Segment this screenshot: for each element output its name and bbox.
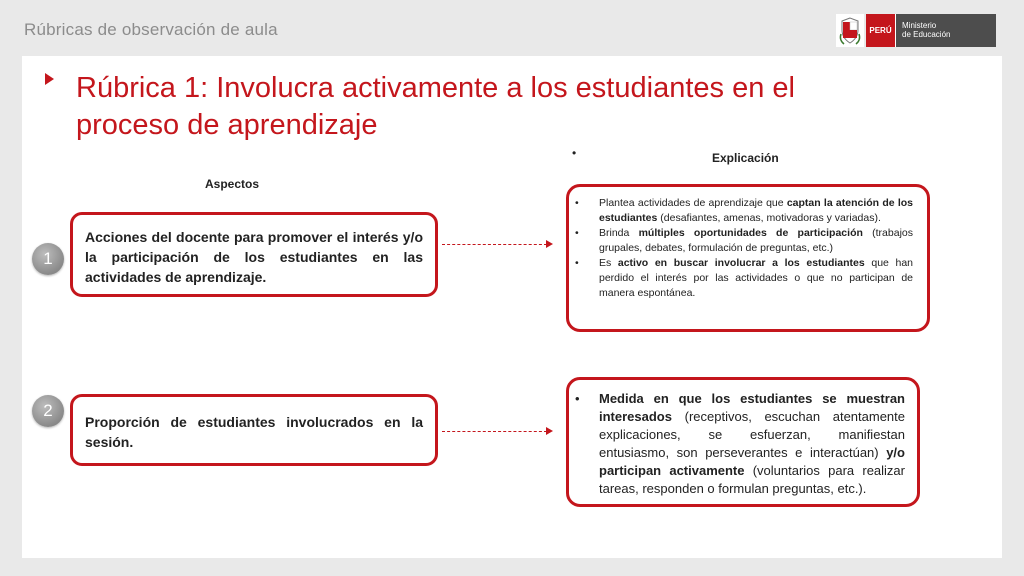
arrow-connector-2: [442, 431, 547, 432]
arrow-connector-1: [442, 244, 547, 245]
row-number-badge: 1: [32, 243, 64, 275]
explanation-list-2: [569, 390, 905, 498]
logo-peru: PERÚ: [866, 14, 896, 47]
page-title: Rúbrica 1: Involucra activamente a los estudiantes en el proceso de aprendizaje: [76, 72, 795, 141]
deck-title: Rúbricas de observación de aula: [24, 20, 278, 39]
shield-icon: [836, 14, 864, 47]
aspect-box-2: [70, 394, 438, 466]
aspect-text-1: Acciones del docente para promover el interés y/o la participación de los estudiantes en las actividades de aprendizaje.: [85, 229, 423, 285]
triangle-bullet-icon: [45, 73, 54, 85]
explanation-box-2: [566, 377, 920, 507]
logo-ministry: [896, 14, 996, 47]
column-header-aspectos: Aspectos: [205, 177, 260, 191]
column-header-explicacion: Explicación: [712, 151, 779, 165]
top-bar: [0, 0, 1024, 56]
explanation-box-1: [566, 184, 930, 332]
list-item: • Medida en que los estudiantes se muestran interesados (receptivos, escuchan atentamente explicaciones, se esfuerzan, manifiestan entusiasmo, son perseverantes e interactúan) y/o participan activamente (voluntarios para realizar tareas, responden o formulan preguntas, etc.).: [569, 390, 905, 498]
slide-body: [22, 56, 1002, 558]
stray-bullet: •: [572, 146, 577, 160]
minedu-logo: [836, 14, 996, 47]
list-item: • Brinda múltiples oportunidades de participación (trabajos grupales, debates, formulación de preguntas, etc.): [569, 226, 913, 256]
logo-ministry-line1: Ministerio: [902, 21, 937, 30]
explanation-list-1: [569, 196, 913, 301]
row-number-badge: 2: [32, 395, 64, 427]
aspect-box-1: [70, 212, 438, 297]
aspect-text-2: Proporción de estudiantes involucrados en la sesión.: [85, 414, 423, 450]
list-item: • Plantea actividades de aprendizaje que captan la atención de los estudiantes (desafiantes, amenas, motivadoras y variadas).: [569, 196, 913, 226]
list-item: • Es activo en buscar involucrar a los estudiantes que han perdido el interés por las actividades o que no participan de manera espontánea.: [569, 256, 913, 301]
logo-ministry-line2: de Educación: [902, 30, 951, 39]
